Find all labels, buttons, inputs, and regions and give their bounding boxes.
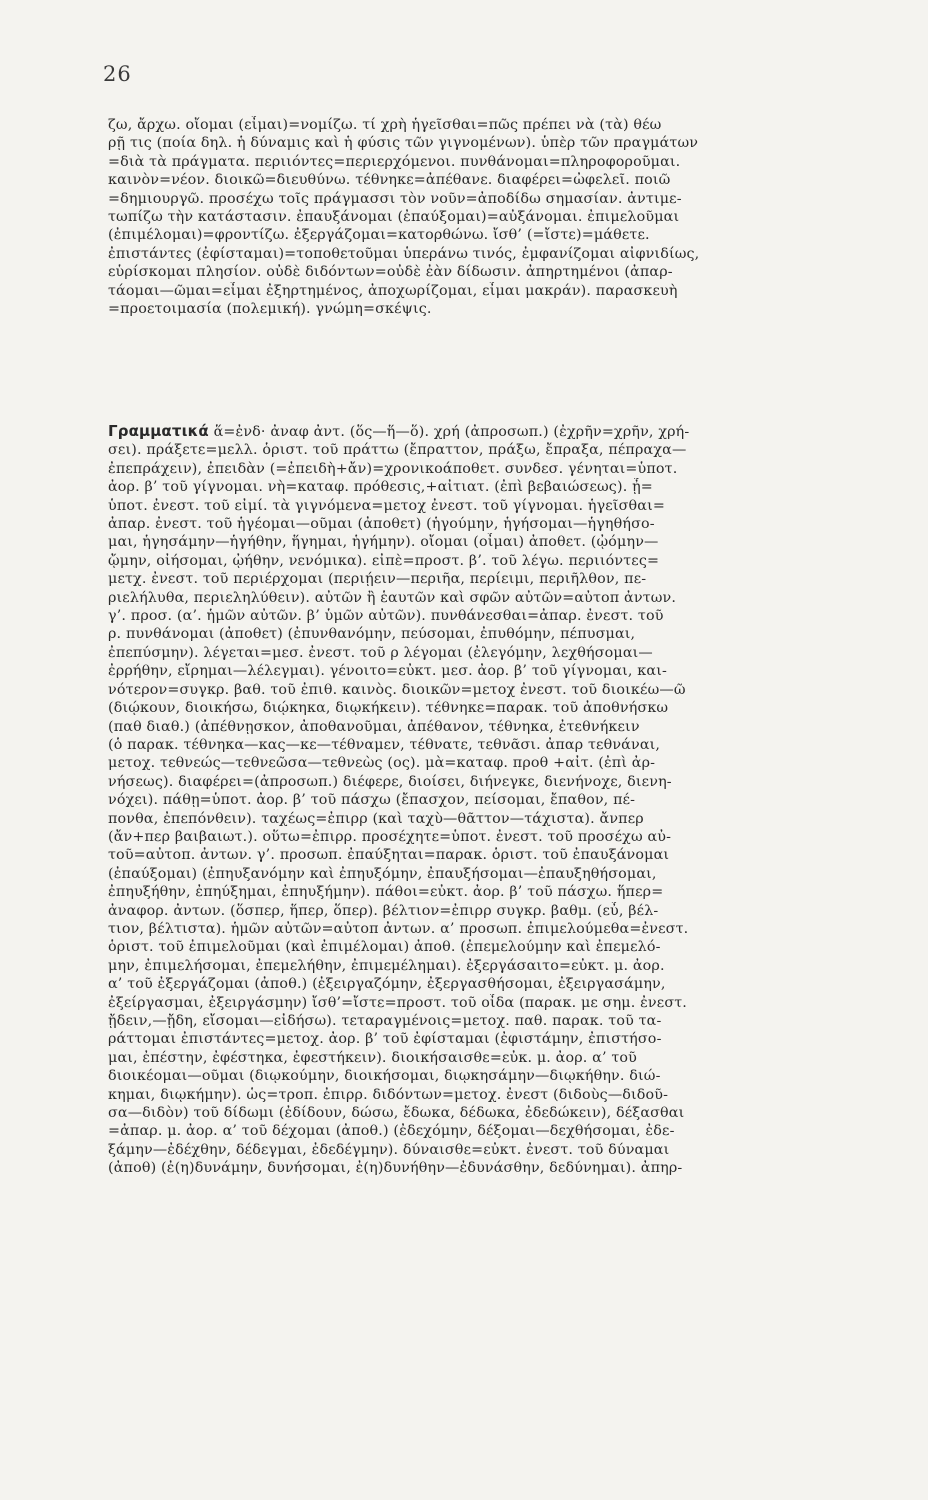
grammar-heading: Γραμματικά [108, 422, 209, 440]
text-line: τάομαι—ῶμαι=εἶμαι ἐξηρτημένος, ἀποχωρίζομαι, εἶμαι μακράν). παρασκευὴ [108, 282, 678, 299]
text-line: μετοχ. τεθνεώς—τεθνεῶσα—τεθνεὼς (ος). μὰ=καταφ. προθ +αἰτ. (ἐπὶ ἀρ- [108, 755, 656, 772]
text-line: κημαι, διῳκήμην). ὡς=τροπ. ἐπιρρ. διδόντων=μετοχ. ἐνεστ (διδοὺς—διδοῦ- [108, 1086, 669, 1103]
text-line: μαι, ἐπέστην, ἐφέστηκα, ἐφεστήκειν). διοικήσαισθε=εὐκ. μ. ἀορ. α’ τοῦ [108, 1049, 638, 1066]
text-line: (ἄν+περ βαιβαιωτ.). οὕτω=ἐπιρρ. προσέχητε=ὑποτ. ἐνεστ. τοῦ προσέχω αὐ- [108, 828, 672, 845]
page-number: 26 [103, 62, 132, 86]
text-line: γ’. προσ. (α’. ἡμῶν αὐτῶν. β’ ὑμῶν αὐτῶν). πυνθάνεσθαι=ἀπαρ. ἐνεστ. τοῦ [108, 608, 664, 625]
text-line: ἐπιστάντες (ἐφίσταμαι)=τοποθετοῦμαι ὑπεράνω τινός, ἐμφανίζομαι αἰφνιδίως, [108, 245, 700, 262]
text-line: ράττομαι ἐπιστάντες=μετοχ. ἀορ. β’ τοῦ ἐφίσταμαι (ἐφιστάμην, ἐπιστήσο- [108, 1031, 662, 1048]
text-line: =προετοιμασία (πολεμική). γνώμη=σκέψις. [108, 301, 432, 318]
text-line: ἀπαρ. ἐνεστ. τοῦ ἡγέομαι—οῦμαι (ἀποθετ) (ἡγούμην, ἡγήσομαι—ἡγηθήσο- [108, 516, 655, 533]
text-line: =ἀπαρ. μ. ἀορ. α’ τοῦ δέχομαι (ἀποθ.) (ἐδεχόμην, δέξομαι—δεχθήσομαι, ἐδε- [108, 1123, 675, 1140]
text-line: εὑρίσκομαι πλησίον. οὐδὲ διδόντων=οὐδὲ ἐὰν δίδωσιν. ἀπηρτημένοι (ἀπαρ- [108, 264, 673, 281]
text-line: τοῦ=αὐτοπ. ἀντων. γ’. προσωπ. ἐπαύξηται=παρακ. ὁριστ. τοῦ ἐπαυξάνομαι [108, 847, 670, 864]
text-line: α’ τοῦ ἐξεργάζομαι (ἀποθ.) (ἐξειργαζόμην, ἐξεργασθήσομαι, ἐξειργασάμην, [108, 976, 666, 993]
text-line: ριελήλυθα, περιεληλύθειν). αὐτῶν ἢ ἑαυτῶν καὶ σφῶν αὐτῶν=αὐτοπ ἀντων. [108, 589, 677, 606]
text-line: ζω, ἄρχω. οἴομαι (εἶμαι)=νομίζω. τί χρὴ ἡγεῖσθαι=πῶς πρέπει νὰ (τὰ) θέω [108, 117, 662, 133]
text-line: ρῇ τις (ποία δηλ. ἡ δύναμις καὶ ἡ φύσις τῶν γιγνομένων). ὑπὲρ τῶν πραγμάτων [108, 135, 699, 152]
text-line: ἐπηυξήθην, ἐπηύξημαι, ἐπηυξήμην). πάθοι=εὐκτ. ἀορ. β’ τοῦ πάσχω. ἥπερ= [108, 884, 664, 901]
text-line: νότερον=συγκρ. βαθ. τοῦ ἐπιθ. καινὸς. διοικῶν=μετοχ ἐνεστ. τοῦ διοικέω—ῶ [108, 681, 686, 698]
text-line: μετχ. ἐνεστ. τοῦ περιέρχομαι (περιῄειν—περιῆα, περίειμι, περιῆλθον, πε- [108, 571, 647, 588]
grammar-section [108, 422, 830, 1178]
text-line: σει). πράξετε=μελλ. ὁριστ. τοῦ πράττω (ἔπραττον, πράξω, ἔπραξα, πέπραχα— [108, 442, 687, 459]
text-line: (διῴκουν, διοικήσω, διῴκηκα, διῳκήκειν). τέθνηκε=παρακ. τοῦ ἀποθνήσκω [108, 700, 669, 717]
text-line: (ὁ παρακ. τέθνηκα—κας—κε—τέθναμεν, τέθνατε, τεθνᾶσι. ἀπαρ τεθνάναι, [108, 736, 661, 753]
text-line: (παθ διαθ.) (ἀπέθνῃσκον, ἀποθανοῦμαι, ἀπέθανον, τέθνηκα, ἐτεθνήκειν [108, 718, 640, 735]
text-line: ρ. πυνθάνομαι (ἀποθετ) (ἐπυνθανόμην, πεύσομαι, ἐπυθόμην, πέπυσμαι, [108, 626, 636, 643]
text-line: ἐξείργασμαι, ἐξειργάσμην) ἴσθ’=ἴστε=προστ. τοῦ οἶδα (παρακ. με σημ. ἐνεστ. [108, 994, 687, 1011]
text-line: ἐρρήθην, εἴρημαι—λέλεγμαι). γένοιτο=εὐκτ. μεσ. ἀορ. β’ τοῦ γίγνομαι, και- [108, 663, 667, 680]
text-line: ὑποτ. ἐνεστ. τοῦ εἰμί. τὰ γιγνόμενα=μετοχ ἐνεστ. τοῦ γίγνομαι. ἡγεῖσθαι= [108, 497, 665, 514]
text-line: σα—διδὸν) τοῦ δίδωμι (ἐδίδουν, δώσω, ἔδωκα, δέδωκα, ἐδεδώκειν), δέξασθαι [108, 1105, 685, 1122]
grammar-first-line [108, 422, 830, 441]
text-line: (ἀποθ) (ἐ(η)δυνάμην, δυνήσομαι, ἐ(η)δυνήθην—ἐδυνάσθην, δεδύνημαι). ἀπηρ- [108, 1160, 683, 1177]
text-line: νόχει). πάθῃ=ὑποτ. ἀορ. β’ τοῦ πάσχω (ἔπασχον, πείσομαι, ἔπαθον, πέ- [108, 792, 636, 809]
text-line: ξάμην—ἐδέχθην, δέδεγμαι, ἐδεδέγμην). δύναισθε=εὐκτ. ἐνεστ. τοῦ δύναμαι [108, 1141, 670, 1158]
text-line: =διὰ τὰ πράγματα. περιιόντες=περιερχόμενοι. πυνθάνομαι=πληροφοροῦμαι. [108, 153, 681, 170]
text-line: νήσεως). διαφέρει=(ἀπροσωπ.) διέφερε, διοίσει, διήνεγκε, διενήνοχε, διενη- [108, 773, 672, 790]
text-line: ἅ=ἐνδ· ἀναφ ἀντ. (ὅς—ἥ—ὅ). χρή (ἀπροσωπ.) (ἐχρῆν=χρῆν, χρή- [213, 424, 690, 440]
text-line: τιον, βέλτιστα). ἡμῶν αὐτῶν=αὐτοπ ἀντων. α’ προσωπ. ἐπιμελούμεθα=ἐνεστ. [108, 920, 689, 937]
text-line: καινὸν=νέον. διοικῶ=διευθύνω. τέθνηκε=ἀπέθανε. διαφέρει=ὠφελεῖ. ποιῶ [108, 172, 671, 189]
text-line: =δημιουργῶ. προσέχω τοῖς πράγμασσι τὸν νοῦν=ἀποδίδω σημασίαν. ἀντιμε- [108, 190, 682, 207]
text-line: διοικέομαι—οῦμαι (διῳκούμην, διοικήσομαι, διῳκησάμην—διῳκήθην. διώ- [108, 1068, 661, 1085]
text-line: (ἐπιμέλομαι)=φροντίζω. ἐξεργάζομαι=κατορθώνω. ἴσθ’ (=ἴστε)=μάθετε. [108, 227, 650, 244]
text-line: μην, ἐπιμελήσομαι, ἐπεμελήθην, ἐπιμεμέλημαι). ἐξεργάσαιτο=εὐκτ. μ. ἀορ. [108, 957, 665, 974]
text-line: ᾤμην, οἰήσομαι, ᾠήθην, νενόμικα). εἰπὲ=προστ. β’. τοῦ λέγω. περιιόντες= [108, 552, 660, 569]
text-line: (ἐπαύξομαι) (ἐπηυξανόμην καὶ ἐπηυξόμην, ἐπαυξήσομαι—ἐπαυξηθήσομαι, [108, 865, 657, 882]
text-line: ἐπεπύσμην). λέγεται=μεσ. ἐνεστ. τοῦ ρ λέγομαι (ἐλεγόμην, λεχθήσομαι— [108, 644, 653, 661]
text-line: τωπίζω τὴν κατάστασιν. ἐπαυξάνομαι (ἐπαύξομαι)=αὐξάνομαι. ἐπιμελοῦμαι [108, 209, 680, 226]
text-line: ἀορ. β’ τοῦ γίγνομαι. νὴ=καταφ. πρόθεσις,+αἰτιατ. (ἐπὶ βεβαιώσεως). ᾖ= [108, 479, 653, 496]
vocabulary-section [108, 116, 830, 318]
text-line: ὁριστ. τοῦ ἐπιμελοῦμαι (καὶ ἐπιμέλομαι) ἀποθ. (ἐπεμελούμην καὶ ἐπεμελό- [108, 939, 661, 956]
text-line: ἐπεπράχειν), ἐπειδὰν (=ἐπειδὴ+ἄν)=χρονικοάποθετ. συνδεσ. γένηται=ὑποτ. [108, 460, 678, 477]
text-line: ᾔδειν,—ᾔδη, εἴσομαι—εἰδήσω). τεταραγμένοις=μετοχ. παθ. παρακ. τοῦ τα- [108, 1013, 662, 1029]
text-line: ἀναφορ. ἀντων. (ὅσπερ, ἥπερ, ὅπερ). βέλτιον=ἐπιρρ συγκρ. βαθμ. (εὖ, βέλ- [108, 902, 659, 919]
text-line: μαι, ἡγησάμην—ἡγήθην, ἥγημαι, ἡγήμην). οἴομαι (οἶμαι) ἀποθετ. (ᾠόμην— [108, 534, 659, 551]
text-line: πονθα, ἐπεπόνθειν). ταχέως=ἐπιρρ (καὶ ταχὺ—θᾶττον—τάχιστα). ἄνπερ [108, 810, 644, 827]
